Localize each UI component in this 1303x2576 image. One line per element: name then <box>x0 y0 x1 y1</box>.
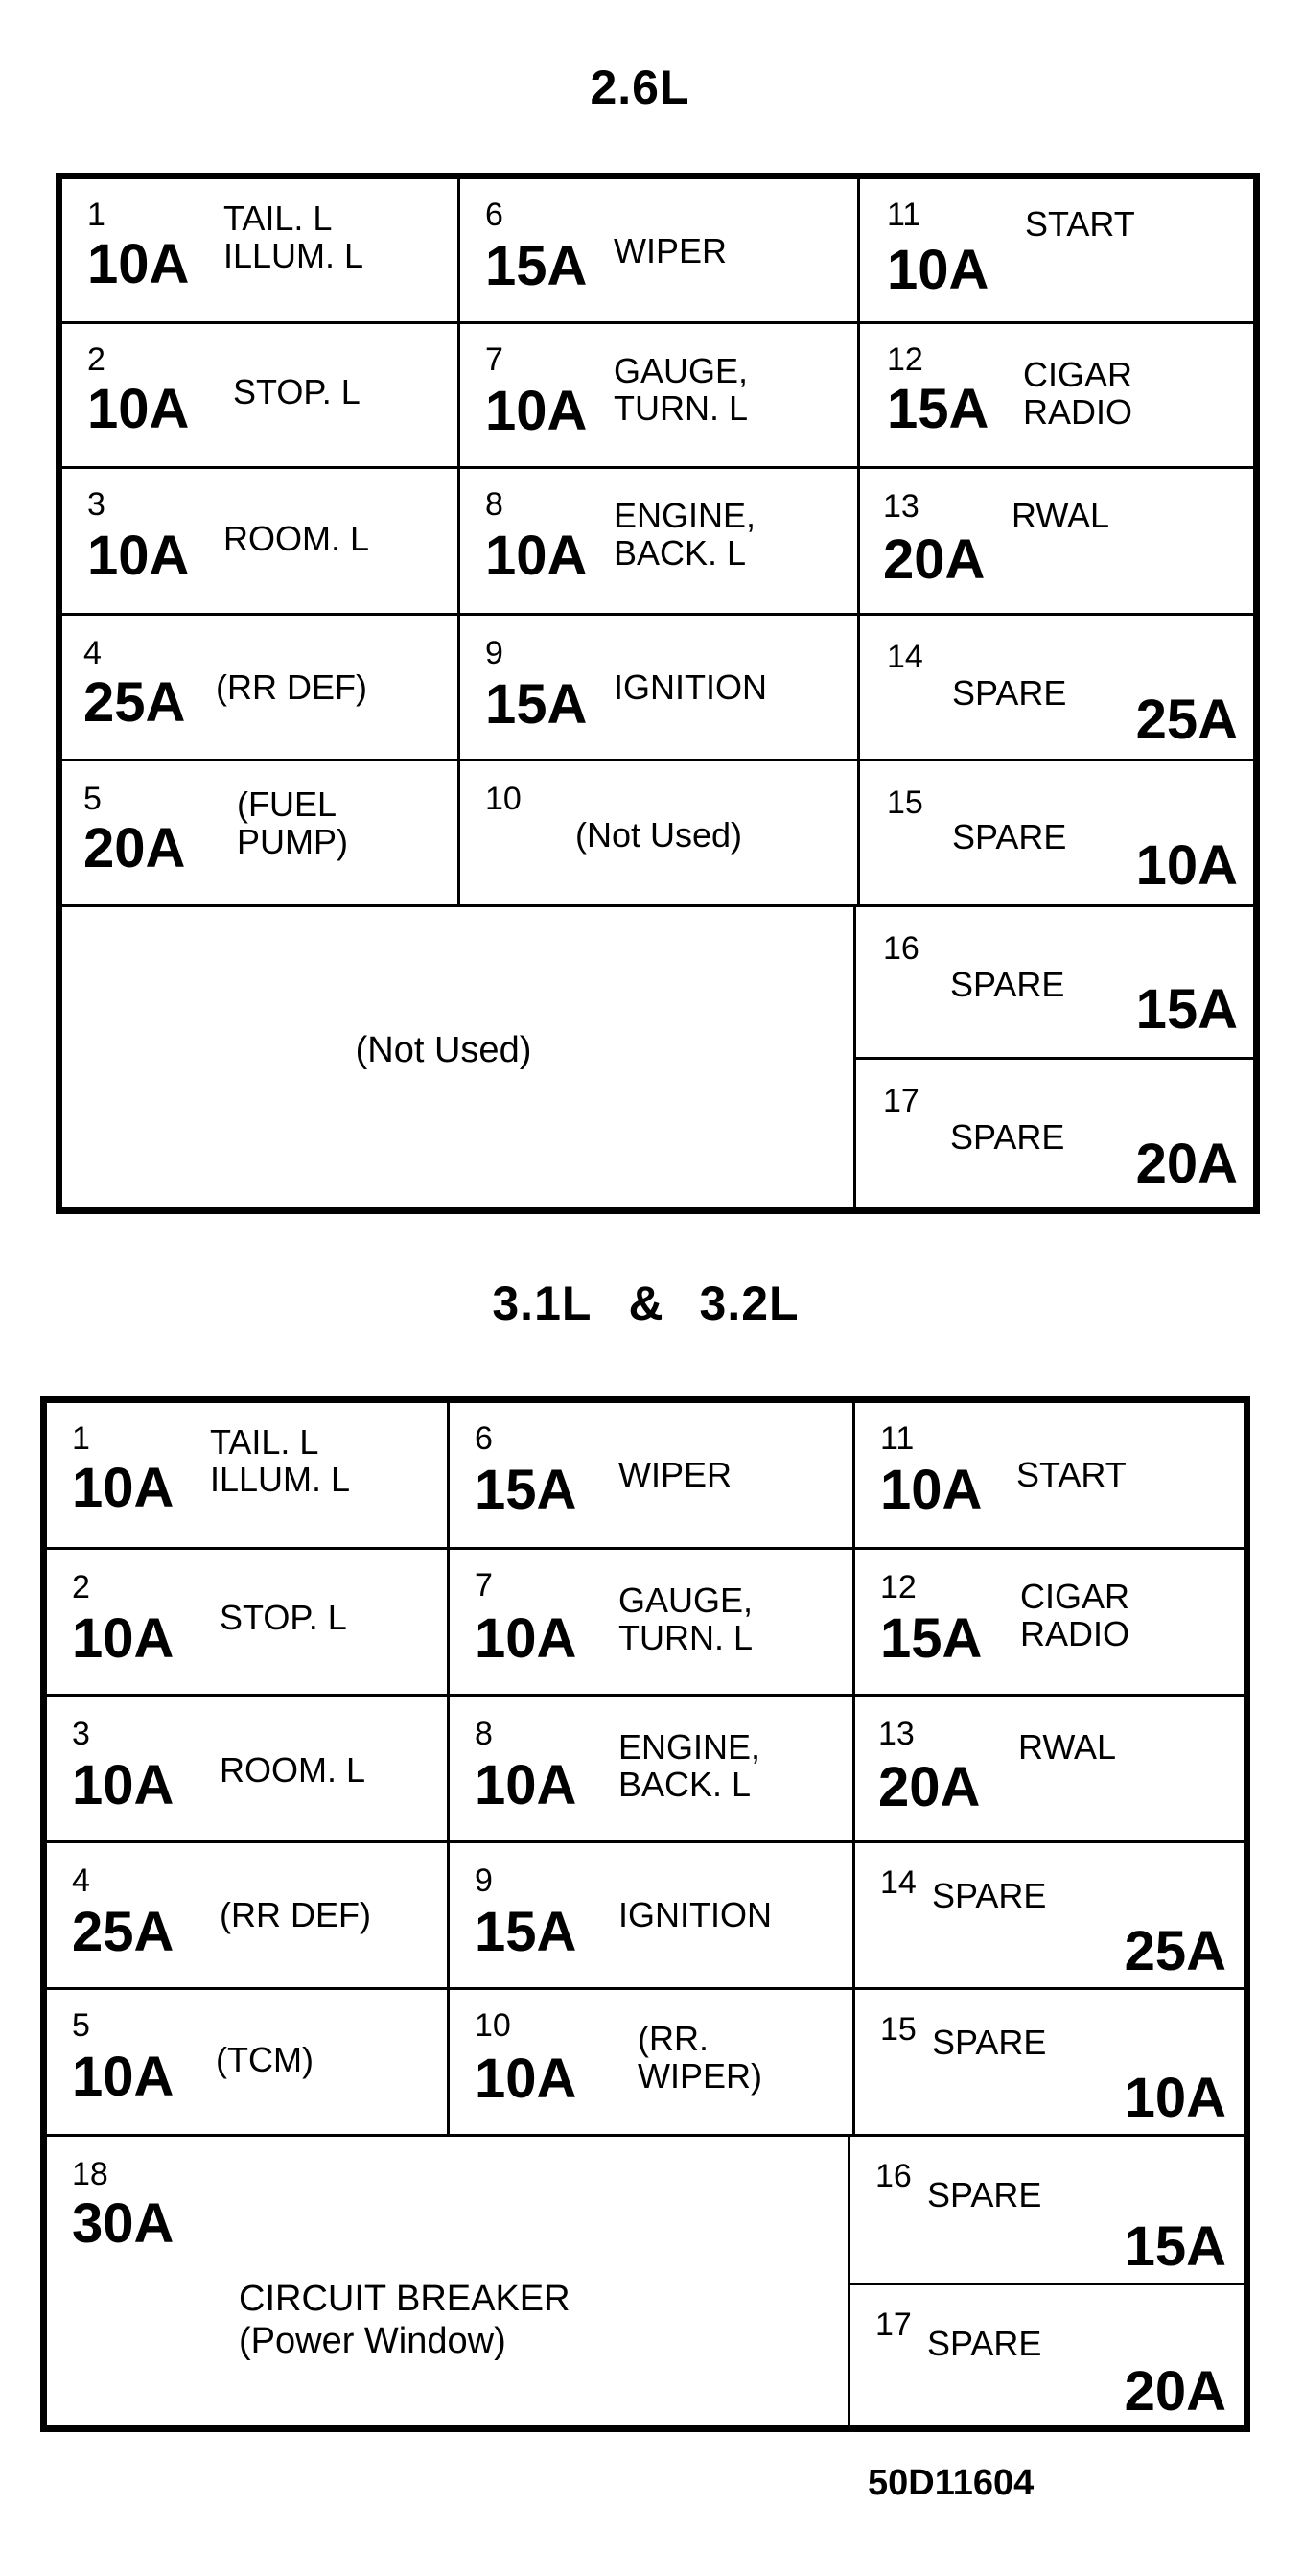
fuse-number: 6 <box>485 197 503 233</box>
fuse-number: 4 <box>83 635 102 671</box>
fuse-cell-15 <box>852 1987 1246 2137</box>
fuse-label: (FUEL PUMP) <box>237 785 348 861</box>
fuse-amperage: 10A <box>475 1754 577 1816</box>
fuse-label: STOP. L <box>220 1598 347 1637</box>
fuse-cell-3 <box>59 466 460 616</box>
fuse-number: 10 <box>485 781 522 817</box>
title-part-3-2l: 3.2L <box>699 1276 800 1330</box>
fuse-cell-17 <box>848 2283 1246 2428</box>
fuse-cell-1 <box>59 176 460 324</box>
fuse-label: GAUGE, TURN. L <box>618 1581 754 1657</box>
fuse-number: 14 <box>880 1864 917 1901</box>
fuse-amperage: 20A <box>83 817 186 879</box>
fuse-amperage: 10A <box>475 1607 577 1670</box>
fuse-number: 17 <box>883 1083 919 1119</box>
fuse-amperage: 10A <box>880 1459 983 1521</box>
fuse-cell-6 <box>457 176 860 324</box>
fuse-number: 1 <box>87 197 105 233</box>
fuse-amperage: 20A <box>1124 2360 1226 2423</box>
fuse-number: 16 <box>883 930 919 967</box>
fuse-cell-2 <box>59 321 460 469</box>
fuse-panel-2-6l <box>56 173 1260 1214</box>
fuse-cell-12 <box>857 321 1256 469</box>
fuse-panel-3-1l-3-2l <box>40 1396 1250 2432</box>
fuse-cell-1 <box>44 1400 450 1550</box>
fuse-cell-8 <box>457 466 860 616</box>
breaker-label: CIRCUIT BREAKER (Power Window) <box>239 2279 570 2361</box>
fuse-cell-17 <box>853 1057 1256 1210</box>
fuse-number: 5 <box>72 2007 90 2044</box>
fuse-amperage: 25A <box>72 1901 175 1963</box>
fuse-number: 15 <box>880 2011 917 2048</box>
fuse-label: ENGINE, BACK. L <box>618 1727 761 1804</box>
diagram-title-2-6l: 2.6L <box>590 60 690 114</box>
fuse-number: 4 <box>72 1862 90 1899</box>
fuse-label: ENGINE, BACK. L <box>614 496 756 573</box>
fuse-number: 9 <box>485 635 503 671</box>
fuse-label: (RR. WIPER) <box>638 2019 762 2096</box>
fuse-amperage: 10A <box>485 525 588 587</box>
fuse-cell-2 <box>44 1547 450 1697</box>
fuse-label: GAUGE, TURN. L <box>614 351 749 428</box>
fuse-number: 1 <box>72 1420 90 1457</box>
fuse-amperage: 25A <box>83 671 186 734</box>
fuse-cell-5 <box>44 1987 450 2137</box>
fuse-number: 7 <box>475 1567 493 1604</box>
fuse-amperage: 10A <box>485 380 588 442</box>
fuse-number: 12 <box>887 341 923 378</box>
fuse-amperage: 10A <box>72 1607 175 1670</box>
fuse-amperage: 20A <box>883 528 986 591</box>
fuse-label: START <box>1016 1455 1127 1494</box>
fuse-label: SPARE <box>950 965 1065 1004</box>
fuse-number: 6 <box>475 1420 493 1457</box>
fuse-label: (Not Used) <box>575 815 743 855</box>
fuse-cell-10 <box>457 759 860 907</box>
fuse-label: CIGAR RADIO <box>1023 355 1133 432</box>
fuse-number: 2 <box>72 1569 90 1605</box>
fuse-cell-7 <box>457 321 860 469</box>
fuse-label: (RR DEF) <box>220 1895 371 1934</box>
fuse-number: 9 <box>475 1862 493 1899</box>
fuse-label: IGNITION <box>618 1895 772 1934</box>
breaker-amperage: 30A <box>72 2192 175 2255</box>
fuse-amperage: 20A <box>1135 1133 1238 1195</box>
breaker-number: 18 <box>72 2156 108 2192</box>
fuse-amperage: 10A <box>87 378 190 440</box>
fuse-amperage: 25A <box>1135 689 1238 751</box>
fuse-cell-9 <box>457 613 860 761</box>
fuse-amperage: 10A <box>72 1754 175 1816</box>
title-part-3-1l: 3.1L <box>492 1276 593 1330</box>
fuse-cell-3 <box>44 1694 450 1843</box>
fuse-cell-11 <box>857 176 1256 324</box>
fuse-amperage: 15A <box>880 1607 983 1670</box>
fuse-amperage: 15A <box>1124 2215 1226 2278</box>
fuse-cell-6 <box>447 1400 855 1550</box>
fuse-label: WIPER <box>614 231 728 270</box>
fuse-cell-8 <box>447 1694 855 1843</box>
fuse-number: 11 <box>887 197 921 233</box>
fuse-amperage: 10A <box>87 233 190 295</box>
fuse-amperage: 10A <box>72 2046 175 2108</box>
fuse-cell-9 <box>447 1840 855 1990</box>
fuse-amperage: 10A <box>87 525 190 587</box>
fuse-label: (RR DEF) <box>216 667 367 707</box>
fuse-label: SPARE <box>950 1117 1065 1157</box>
fuse-cell-14 <box>857 613 1256 761</box>
fuse-cell-12 <box>852 1547 1246 1697</box>
fuse-cell-15 <box>857 759 1256 907</box>
fuse-amperage: 10A <box>1135 834 1238 897</box>
title-part-ampersand: & <box>628 1276 663 1330</box>
fuse-number: 11 <box>880 1420 915 1457</box>
fuse-number: 8 <box>475 1716 493 1752</box>
fuse-amperage: 15A <box>475 1901 577 1963</box>
fuse-cell-7 <box>447 1547 855 1697</box>
fuse-number: 3 <box>87 486 105 523</box>
fuse-number: 8 <box>485 486 503 523</box>
fuse-amperage: 15A <box>1135 978 1238 1041</box>
fuse-label: SPARE <box>952 673 1067 713</box>
fuse-amperage: 25A <box>1124 1920 1226 1982</box>
fuse-number: 13 <box>878 1716 915 1752</box>
fuse-amperage: 10A <box>475 2048 577 2110</box>
fuse-number: 14 <box>887 639 923 675</box>
fuse-label: SPARE <box>952 817 1067 856</box>
fuse-number: 13 <box>883 488 919 525</box>
fuse-amperage: 10A <box>1124 2067 1226 2129</box>
fuse-label: SPARE <box>927 2175 1042 2214</box>
fuse-cell-4 <box>44 1840 450 1990</box>
fuse-label: TAIL. L ILLUM. L <box>210 1422 351 1499</box>
fuse-label: CIGAR RADIO <box>1020 1577 1130 1653</box>
fuse-cell-11 <box>852 1400 1246 1550</box>
fuse-number: 3 <box>72 1716 90 1752</box>
fuse-cell-4 <box>59 613 460 761</box>
fuse-label: WIPER <box>618 1455 733 1494</box>
fuse-number: 2 <box>87 341 105 378</box>
fuse-cell-14 <box>852 1840 1246 1990</box>
fuse-cell-13 <box>852 1694 1246 1843</box>
fuse-number: 15 <box>887 785 923 821</box>
fuse-number: 17 <box>875 2307 912 2343</box>
fuse-amperage: 15A <box>485 235 588 297</box>
unused-label: (Not Used) <box>355 1030 532 1070</box>
fuse-label: (TCM) <box>216 2040 314 2079</box>
fuse-label: ROOM. L <box>223 519 370 558</box>
fuse-label: ROOM. L <box>220 1750 366 1790</box>
circuit-breaker-block <box>44 2134 850 2428</box>
unused-block <box>59 904 856 1210</box>
fuse-number: 5 <box>83 781 102 817</box>
fuse-label: SPARE <box>927 2324 1042 2363</box>
fuse-amperage: 20A <box>878 1756 981 1818</box>
fuse-number: 10 <box>475 2007 511 2044</box>
fuse-label: RWAL <box>1018 1727 1117 1767</box>
fuse-cell-16 <box>848 2134 1246 2285</box>
fuse-cell-10 <box>447 1987 855 2137</box>
fuse-cell-13 <box>857 466 1256 616</box>
fuse-label: SPARE <box>932 2023 1047 2062</box>
fuse-label: STOP. L <box>233 372 361 411</box>
fuse-label: IGNITION <box>614 667 767 707</box>
fuse-amperage: 15A <box>485 673 588 736</box>
fuse-label: TAIL. L ILLUM. L <box>223 199 364 275</box>
fuse-number: 7 <box>485 341 503 378</box>
fuse-amperage: 15A <box>887 378 989 440</box>
fuse-cell-16 <box>853 904 1256 1060</box>
fuse-amperage: 15A <box>475 1459 577 1521</box>
fuse-label: RWAL <box>1012 496 1110 535</box>
fuse-amperage: 10A <box>887 239 989 301</box>
figure-code: 50D11604 <box>868 2463 1035 2503</box>
diagram-title-3-1l-3-2l <box>0 1276 1297 1331</box>
fuse-number: 12 <box>880 1569 917 1605</box>
fuse-amperage: 10A <box>72 1457 175 1519</box>
fuse-label: START <box>1025 204 1135 244</box>
fuse-cell-5 <box>59 759 460 907</box>
fuse-number: 16 <box>875 2158 912 2194</box>
fuse-label: SPARE <box>932 1876 1047 1915</box>
